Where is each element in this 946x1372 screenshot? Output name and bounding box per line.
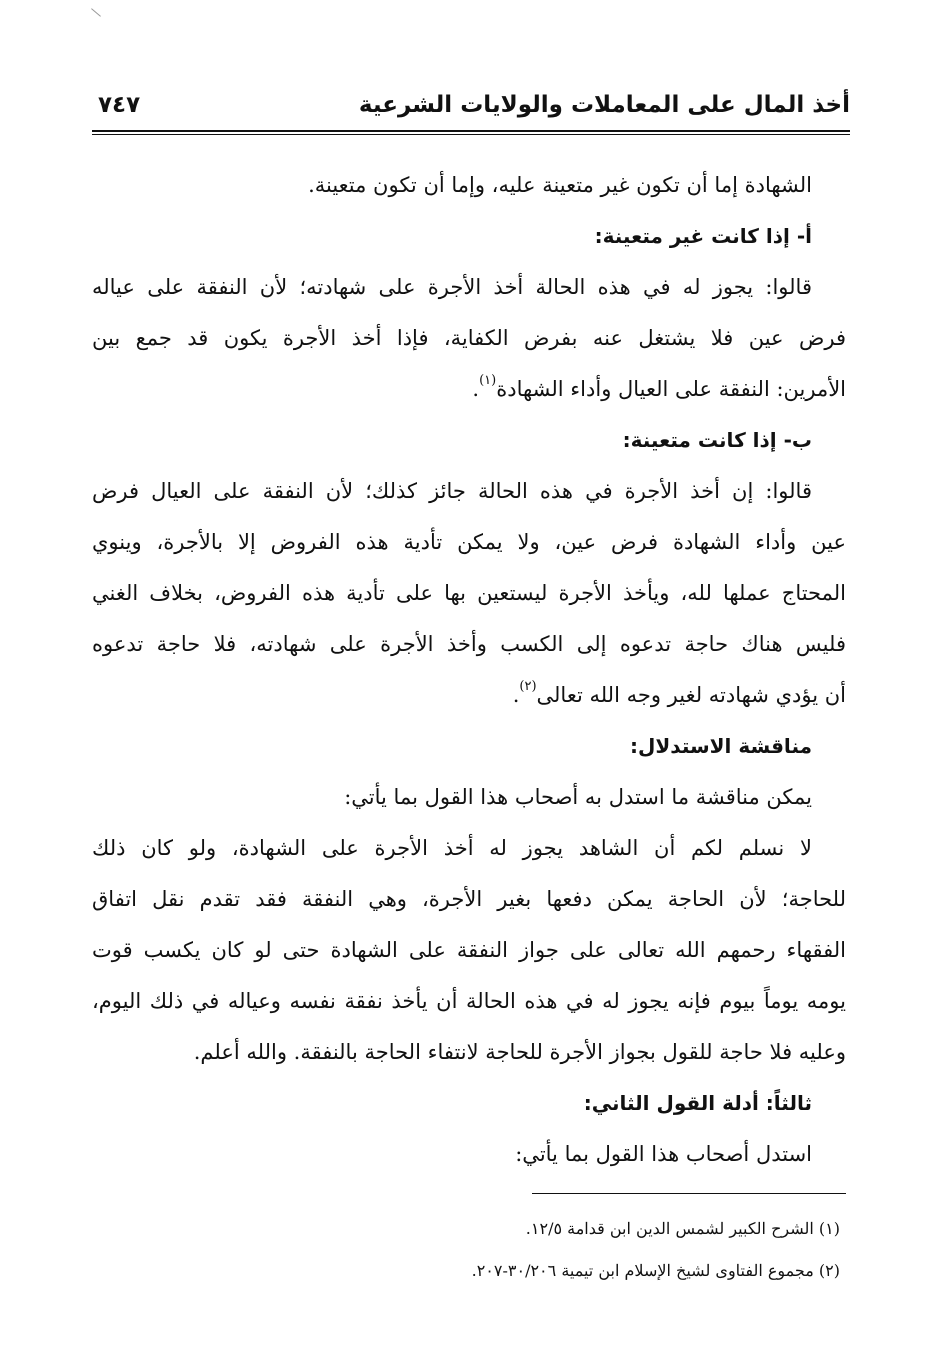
page-header bbox=[92, 88, 850, 128]
paragraph-line: وعليه فلا حاجة للقول بجواز الأجرة للحاجة لانتفاء الحاجة بالنفقة. والله أعلم. bbox=[193, 1040, 846, 1064]
line-end: . bbox=[472, 377, 480, 401]
running-title: أخذ المال على المعاملات والولايات الشرعية bbox=[358, 92, 850, 118]
header-rule bbox=[92, 130, 850, 135]
footnotes bbox=[92, 1208, 840, 1292]
subheading: أ- إذا كانت غير متعينة: bbox=[594, 224, 812, 248]
paragraph-line: فرض عين فلا يشتغل عنه بفرض الكفاية، فإذا أخذ الأجرة يكون قد جمع بين bbox=[92, 326, 846, 350]
paragraph-line: لا نسلم لكم أن الشاهد يجوز له أخذ الأجرة على الشهادة، ولو كان ذلك bbox=[92, 836, 812, 860]
paragraph-line: عين وأداء الشهادة فرض عين، ولا يمكن تأدية هذه الفروض إلا بالأجرة، وينوي bbox=[92, 530, 846, 554]
paragraph-line: استدل أصحاب هذا القول بما يأتي: bbox=[515, 1142, 812, 1166]
paragraph-line: قالوا: إن أخذ الأجرة في هذه الحالة جائز كذلك؛ لأن النفقة على العيال فرض bbox=[92, 479, 812, 503]
paragraph-line: المحتاج عملها لله، ويأخذ الأجرة ليستعين بها على تأدية هذه الفروض، بخلاف الغني bbox=[92, 581, 846, 605]
paragraph-line: الشهادة إما أن تكون غير متعينة عليه، وإما أن تكون متعينة. bbox=[308, 173, 812, 197]
paragraph-line: للحاجة؛ لأن الحاجة يمكن دفعها بغير الأجرة، وهي النفقة فقد تقدم نقل اتفاق bbox=[92, 887, 846, 911]
scan-mark bbox=[91, 8, 101, 16]
page-number: ٧٤٧ bbox=[98, 92, 141, 118]
paragraph-line bbox=[92, 364, 846, 415]
paragraph-line bbox=[92, 670, 846, 721]
footnote: (٢) مجموع الفتاوى لشيخ الإسلام ابن تيمية ٣٠/٢٠٦-٢٠٧. bbox=[471, 1261, 840, 1280]
footnote-ref: (٢) bbox=[519, 679, 537, 694]
paragraph-line: الفقهاء رحمهم الله تعالى على جواز النفقة على الشهادة حتى لو كان يكسب قوت bbox=[92, 938, 846, 962]
paragraph-line: فليس هناك حاجة تدعوه إلى الكسب وأخذ الأجرة على شهادته، فلا حاجة تدعوه bbox=[92, 632, 846, 656]
line-text: الأمرين: النفقة على العيال وأداء الشهادة bbox=[496, 377, 846, 401]
paragraph-line: يومه يوماً بيوم فإنه يجوز له في هذه الحالة أن يأخذ نفقة نفسه وعياله في ذلك اليوم، bbox=[92, 989, 846, 1013]
footnote-ref: (١) bbox=[479, 373, 497, 388]
section-heading: ثالثاً: أدلة القول الثاني: bbox=[583, 1091, 812, 1115]
body-text bbox=[92, 160, 846, 1180]
paragraph-line: قالوا: يجوز له في هذه الحالة أخذ الأجرة على شهادته؛ لأن النفقة على عياله bbox=[92, 275, 812, 299]
line-text: أن يؤدي شهادته لغير وجه الله تعالى bbox=[536, 683, 846, 707]
section-heading: مناقشة الاستدلال: bbox=[630, 734, 812, 758]
subheading: ب- إذا كانت متعينة: bbox=[622, 428, 812, 452]
line-end: . bbox=[512, 683, 520, 707]
footnote: (١) الشرح الكبير لشمس الدين ابن قدامة ١٢/٥. bbox=[525, 1219, 840, 1238]
paragraph-line: يمكن مناقشة ما استدل به أصحاب هذا القول بما يأتي: bbox=[344, 785, 812, 809]
footnote-rule bbox=[532, 1193, 846, 1194]
